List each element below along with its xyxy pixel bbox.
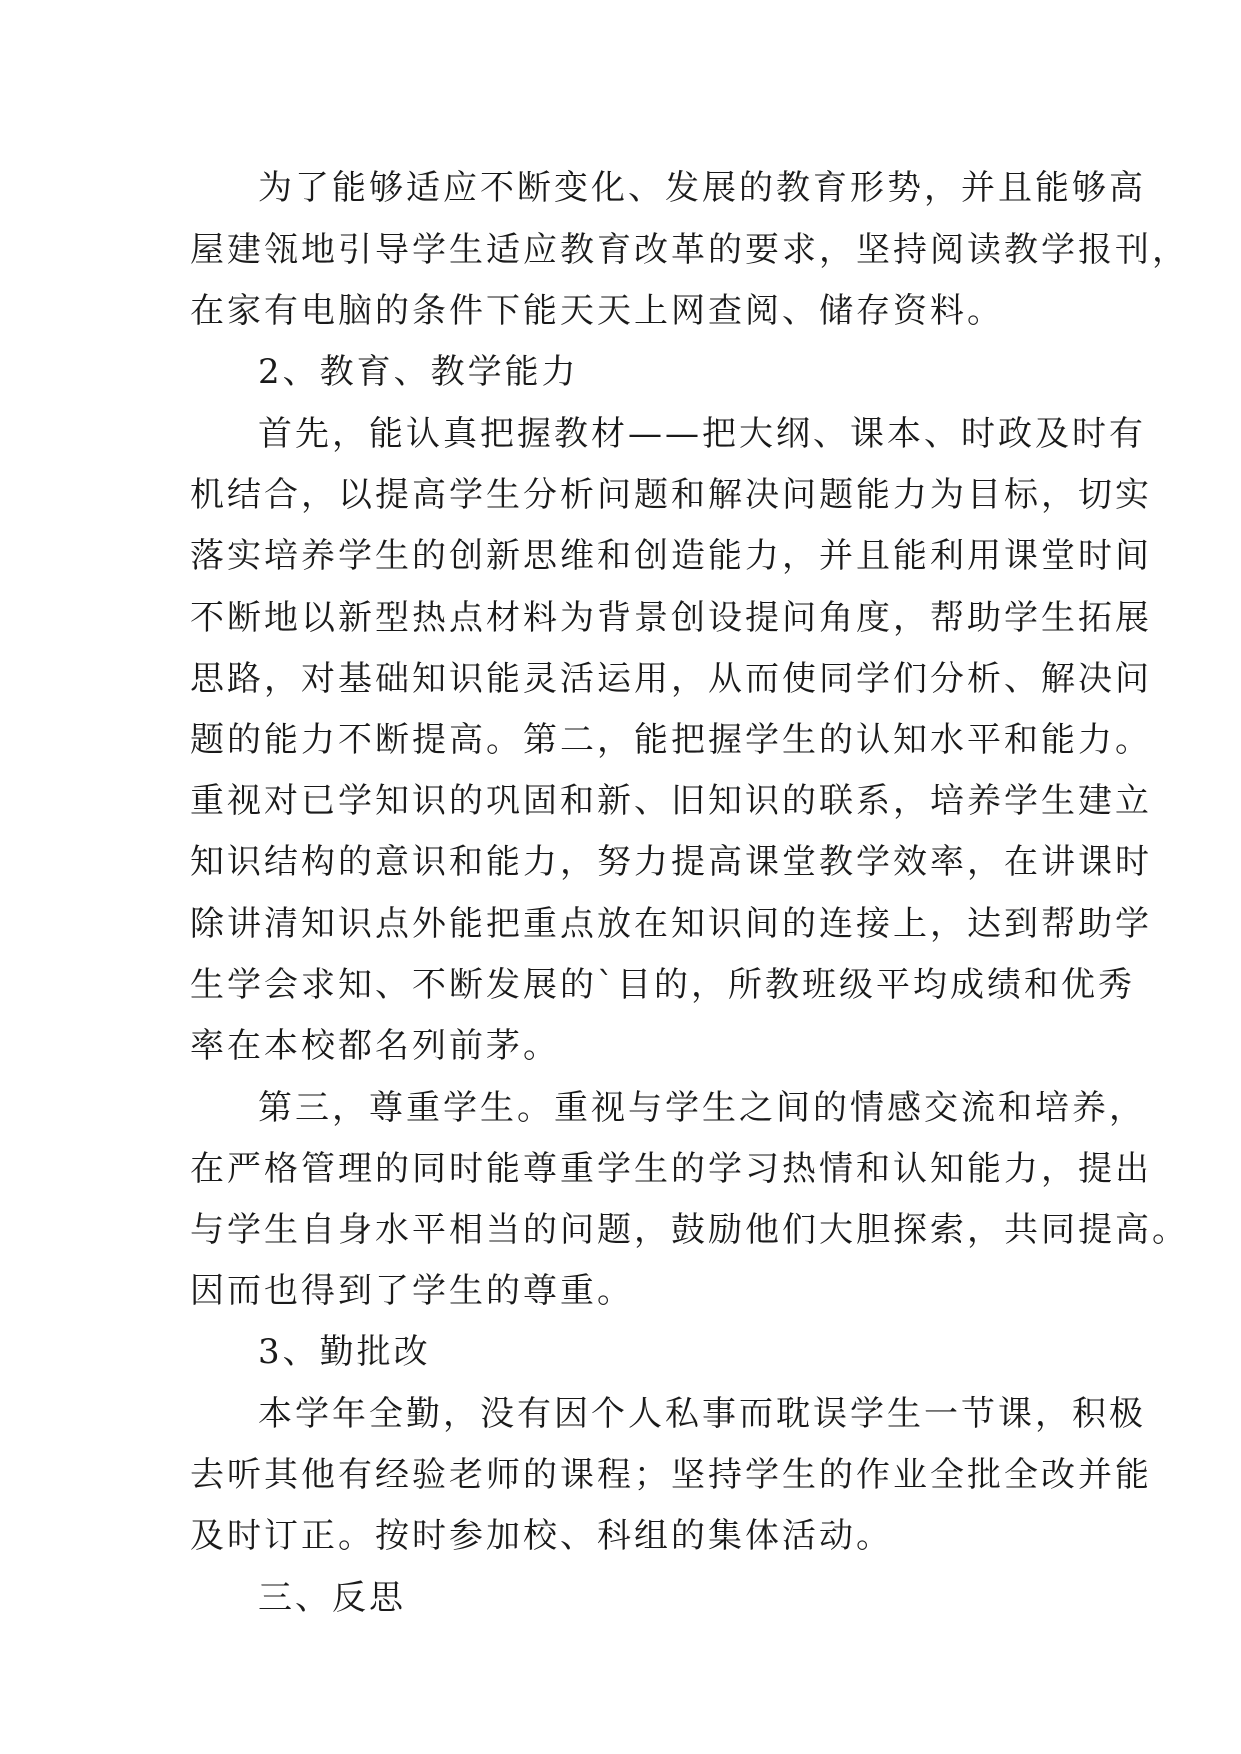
paragraph-line: 不断地以新型热点材料为背景创设提问角度，帮助学生拓展: [190, 598, 1152, 638]
paragraph-line: 知识结构的意识和能力，努力提高课堂教学效率，在讲课时: [190, 842, 1152, 882]
paragraph-line: 除讲清知识点外能把重点放在知识间的连接上，达到帮助学: [190, 904, 1152, 944]
paragraph-line: 重视对已学知识的巩固和新、旧知识的联系，培养学生建立: [190, 781, 1152, 821]
paragraph-line: 首先，能认真把握教材——把大纲、课本、时政及时有: [258, 414, 1146, 454]
paragraph-line: 因而也得到了学生的尊重。: [190, 1271, 634, 1311]
paragraph-line: 机结合，以提高学生分析问题和解决问题能力为目标，切实: [190, 475, 1152, 515]
paragraph-line: 第三，尊重学生。重视与学生之间的情感交流和培养，: [258, 1088, 1146, 1128]
section-heading: 三、反思: [258, 1578, 406, 1618]
paragraph-line: 生学会求知、不断发展的`目的，所教班级平均成绩和优秀: [190, 965, 1135, 1005]
paragraph-line: 思路，对基础知识能灵活运用，从而使同学们分析、解决问: [190, 659, 1152, 699]
paragraph-line: 在严格管理的同时能尊重学生的学习热情和认知能力，提出: [190, 1149, 1152, 1189]
section-heading: 2、教育、教学能力: [258, 352, 579, 392]
paragraph-line: 屋建瓴地引导学生适应教育改革的要求，坚持阅读教学报刊，: [190, 230, 1189, 270]
paragraph-line: 落实培养学生的创新思维和创造能力，并且能利用课堂时间: [190, 536, 1152, 576]
paragraph-line: 去听其他有经验老师的课程；坚持学生的作业全批全改并能: [190, 1455, 1152, 1495]
paragraph-line: 与学生自身水平相当的问题，鼓励他们大胆探索，共同提高。: [190, 1210, 1189, 1250]
paragraph-line: 及时订正。按时参加校、科组的集体活动。: [190, 1516, 893, 1556]
paragraph-line: 题的能力不断提高。第二，能把握学生的认知水平和能力。: [190, 720, 1152, 760]
paragraph-line: 为了能够适应不断变化、发展的教育形势，并且能够高: [258, 168, 1146, 208]
paragraph-line: 率在本校都名列前茅。: [190, 1026, 560, 1066]
paragraph-line: 本学年全勤，没有因个人私事而耽误学生一节课，积极: [258, 1394, 1146, 1434]
paragraph-line: 在家有电脑的条件下能天天上网查阅、储存资料。: [190, 291, 1004, 331]
section-heading: 3、勤批改: [258, 1332, 431, 1372]
